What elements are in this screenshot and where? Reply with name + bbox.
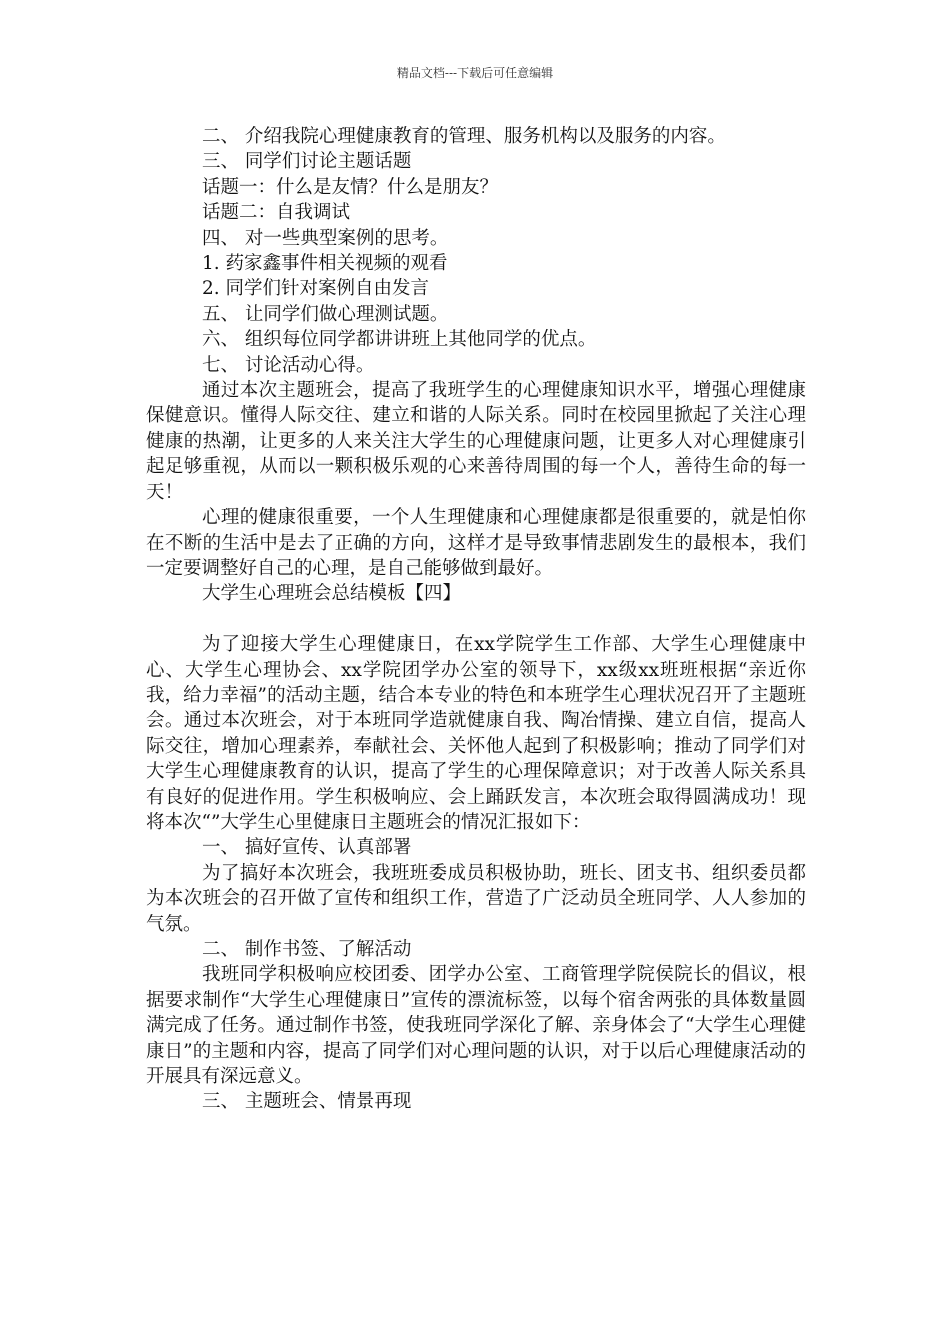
paragraph-item-3: 三、 同学们讨论主题话题 — [202, 151, 412, 173]
paragraph-step-2-body: 我班同学积极响应校团委、团学办公室、工商管理学院侯院长的倡议，根据要求制作“大学生心理健康日”宣传的漂流标签，以每个宿舍两张的具体数量圆满完成了任务。通过制作书签，使我班同学深化了解、亲身体会了“大学生心理健康日”的主题和内容，提高了同学们对心理问题的认识，对于以后心理健康活动的开展具有深远意义。 — [146, 964, 806, 1088]
paragraph-summary: 通过本次主题班会，提高了我班学生的心理健康知识水平，增强心理健康保健意识。懂得人际交往、建立和谐的人际关系。同时在校园里掀起了关注心理健康的热潮，让更多的人来关注大学生的心理健康问题，让更多人对心理健康引起足够重视，从而以一颗积极乐观的心来善待周围的每一个人，善待生命的每一天！ — [146, 380, 806, 503]
paragraph-subitem-1: 1. 药家鑫事件相关视频的观看 — [202, 253, 448, 275]
blank-line — [146, 607, 806, 632]
paragraph-step-1: 一、 搞好宣传、认真部署 — [202, 837, 412, 859]
section-heading: 大学生心理班会总结模板【四】 — [202, 583, 462, 605]
paragraph-item-2: 二、 介绍我院心理健康教育的管理、服务机构以及服务的内容。 — [202, 126, 726, 147]
paragraph-conclusion: 心理的健康很重要，一个人生理健康和心理健康都是很重要的，就是怕你在不断的生活中是去了正确的方向，这样才是导致事情悲剧发生的最根本，我们一定要调整好自己的心理，是自己能够做到最好。 — [146, 507, 806, 579]
paragraph-subitem-2: 2. 同学们针对案例自由发言 — [202, 278, 430, 300]
paragraph-intro: 为了迎接大学生心理健康日，在xx学院学生工作部、大学生心理健康中心、大学生心理协会、xx学院团学办公室的领导下，xx级xx班班根据“亲近你我，给力幸福”的活动主题，结合本专业的特色和本班学生心理状况召开了主题班会。通过本次班会，对于本班同学造就健康自我、陶冶情操、建立自信，提高人际交往，增加心理素养，奉献社会、关怀他人起到了积极影响；推动了同学们对大学生心理健康教育的认识，提高了学生的心理保障意识；对于改善人际关系具有良好的促进作用。学生积极响应、会上踊跃发言，本次班会取得圆满成功！现将本次“”大学生心里健康日主题班会的情况汇报如下： — [146, 634, 806, 833]
paragraph-topic-1: 话题一：什么是友情？什么是朋友？ — [202, 176, 499, 198]
paragraph-step-3: 三、 主题班会、情景再现 — [202, 1091, 412, 1113]
document-body — [146, 124, 806, 1115]
paragraph-item-4: 四、 对一些典型案例的思考。 — [202, 227, 449, 249]
paragraph-item-7: 七、 讨论活动心得。 — [202, 354, 375, 376]
paragraph-step-1-body: 为了搞好本次班会，我班班委成员积极协助，班长、团支书、组织委员都为本次班会的召开做了宣传和组织工作，营造了广泛动员全班同学、人人参加的气氛。 — [146, 862, 806, 935]
paragraph-item-5: 五、 让同学们做心理测试题。 — [202, 303, 449, 325]
paragraph-topic-2: 话题二：自我调试 — [202, 202, 351, 224]
paragraph-step-2: 二、 制作书签、了解活动 — [202, 938, 412, 960]
paragraph-item-6: 六、 组织每位同学都讲讲班上其他同学的优点。 — [202, 329, 597, 351]
page-header: 精品文档---下载后可任意编辑 — [396, 66, 554, 80]
